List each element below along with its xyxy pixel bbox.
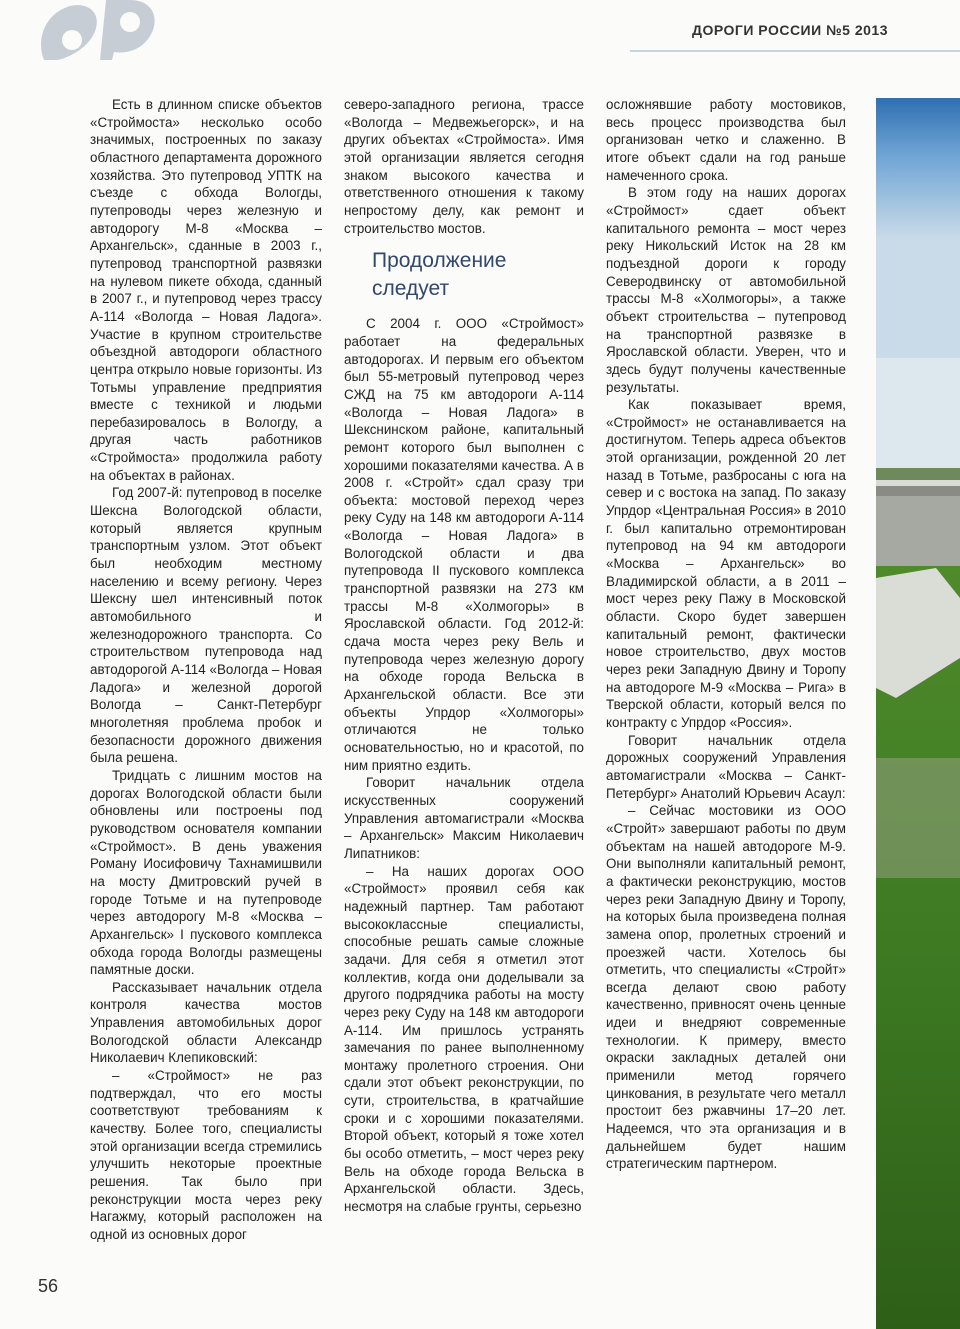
magazine-logo (30, 0, 160, 60)
paragraph: – На наших дорогах ООО «Строймост» проявил себя как надежный партнер. Там работают высококлассные специалисты, способные решать самые сложные задачи. Для себя я отметил этот коллектив, когда они доделывали за другого подрядчика работы на мосту через реку Суду на 148 км автодороги А-114. Им пришлось устранять замечания по ранее выполненному монтажу пролетного строения. Они сдали этот объект реконструкции, по сути, строительства, в кратчайшие сроки и с хорошими показателями. Второй объект, который я тоже хотел бы особо отметить, – мост через реку Вель на обходе города Вельска в Архангельской области. Здесь, несмотря на слабые грунты, серьезно (344, 863, 584, 1215)
paragraph: Тридцать с лишним мостов на дорогах Вологодской области были обновлены или построены под руководством основателя компании «Строймост». В день уважения Роману Иосифовичу Тахнамишвили на мосту Дмитровский ручей в городе Тотьме и на путепроводе через автодорогу М-8 «Москва – Архангельск» I пускового комплекса обхода города Вологды размещены памятные доски. (90, 767, 322, 978)
paragraph: Как показывает время, «Строймост» не останавливается на достигнутом. Теперь адреса объектов этой организации, рожденной 20 лет назад в Тотьме, разбросаны с юга на север и с востока на запад. По заказу Упрдор «Центральная Россия» в 2010 г. был капитально отремонтирован путепровод на 94 км автодороги «Москва – Архангельск» во Владимирской области, а в 2011 – мост через реку Пажу в Московской области. Скоро будет завершен капитальный ремонт, фактически новое строительство, двух мостов через реки Западную Двину и Торопу на автодороге М-9 «Москва – Рига» в Тверской области, который велся по контракту с Упрдор «Россия». (606, 397, 846, 730)
bridge-photo (876, 98, 960, 1329)
paragraph: – «Строймост» не раз подтверждал, что его мосты соответствуют требованиям к качеству. Более того, специалисты этой организации всегда стремились улучшить некоторые проектные решения. Так было при реконструкции моста через реку Нагажму, который расположен на одной из основных дорог (90, 1068, 322, 1242)
paragraph: С 2004 г. ООО «Строймост» работает на федеральных автодорогах. И первым его объектом был 55-метровый путепровод через СЖД на 75 км автодороги А-114 «Вологда – Новая Ладога» в Шекснинском районе, капитальный ремонт которого был выполнен с хорошими показателями качества. А в 2008 г. «Стройт» сдал сразу три объекта: мостовой переход через реку Суду на 148 км автодороги А-114 «Вологда – Новая Ладога» в Вологодской области и два путепровода II пускового комплекса транспортной развязки на 273 км трассы М-8 «Холмогоры» в Ярославской области. Год 2012-й: сдача моста через реку Вель и путепровода через железную дорогу на обходе города Вельска в Архангельской области. Все эти объекты Упрдор «Холмогоры» отличаются не только основательностью, но и красотой, по ним приятно ездить. (344, 316, 584, 773)
text-column-3 (606, 96, 846, 1173)
paragraph: Говорит начальник отдела искусственных сооружений Управления автомагистрали «Москва – Архангельск» Максим Николаевич Липатников: (344, 775, 584, 861)
header-title: ДОРОГИ РОССИИ №5 2013 (692, 22, 888, 38)
paragraph: Есть в длинном списке объектов «Строймоста» несколько особо значимых, построенных по заказу областного департамента дорожного хозяйства. Это путепровод УПТК на съезде с обхода Вологды, путепроводы через железную и автодорогу М-8 «Москва – Архангельск», сданные в 2003 г., путепровод транспортной развязки на нулевом пикете обхода, сданный в 2007 г., и путепровод через трассу А-114 «Вологда – Новая Ладога». Участие в крупном строительстве объездной автодороги областного центра открыло новые горизонты. Из Тотьмы управление предприятия вместе с техникой и людьми перебазировалось в Вологду, а другая часть работников «Строймоста» продолжила работу на объектах в районах. (90, 97, 322, 483)
paragraph: Год 2007-й: путепровод в поселке Шексна Вологодской области, который является крупным транспортным узлом. Этот объект был необходим местному населению и всему региону. Через Шексну шел интенсивный поток автомобильного и железнодорожного транспорта. Со строительством путепровода над автодорогой А-114 «Вологда – Новая Ладога» и железной дорогой Вологда – Санкт-Петербург многолетняя проблема пробок и безопасности дорожного движения была решена. (90, 485, 322, 766)
paragraph: – Сейчас мостовики из ООО «Стройт» завершают работы по двум объектам на нашей автодороге М-9. Они выполняли капитальный ремонт, а фактически реконструкцию, мостов через реки Западную Двину и Торопу, на которых была произведена полная замена опор, пролетных строений и проезжей части. Хотелось бы отметить, что специалисты «Стройт» всегда делают свою работу качественно, привносят очень ценные идеи и внедряют современные технологии. К примеру, вместо окраски закладных деталей они применили метод горячего цинкования, в результате чего металл простоит без ржавчины 17–20 лет. Надеемся, что эта организация и в дальнейшем будет нашим стратегическим партнером. (606, 803, 846, 1172)
paragraph: Говорит начальник отдела дорожных сооружений Управления автомагистрали «Москва – Санкт-Петербург» Анатолий Юрьевич Асаул: (606, 732, 846, 801)
page-number: 56 (38, 1276, 59, 1296)
header-divider (630, 50, 960, 52)
paragraph: В этом году на наших дорогах «Строймост» сдает объект капитального ремонта – мост через реку Никольский Исток на 28 км подъездной дороги к городу Северодвинску от автомобильной трассы М-8 «Холмогоры», а также объект строительства – путепровод на транспортной развязке в Ярославской области. Уверен, что и здесь будут получены качественные результаты. (606, 185, 846, 395)
paragraph: Рассказывает начальник отдела контроля качества мостов Управления автомобильных дорог Вологодской области Александр Николаевич Клепиковский: (90, 979, 322, 1066)
section-heading: Продолжение следует (372, 249, 507, 301)
paragraph: северо-западного региона, трассе «Вологда – Медвежьегорск», и на других объектах «Строймоста». Имя этой организации является сегодня знаком высокого качества и ответственного отношения к такому непростому делу, как ремонт и строительство мостов. (344, 97, 584, 236)
text-column-2 (344, 96, 584, 1216)
paragraph: осложнявшие работу мостовиков, весь процесс производства был организован четко и слаженно. В итоге объект сдали на год раньше намеченного срока. (606, 97, 846, 183)
text-column-1 (90, 96, 322, 1244)
